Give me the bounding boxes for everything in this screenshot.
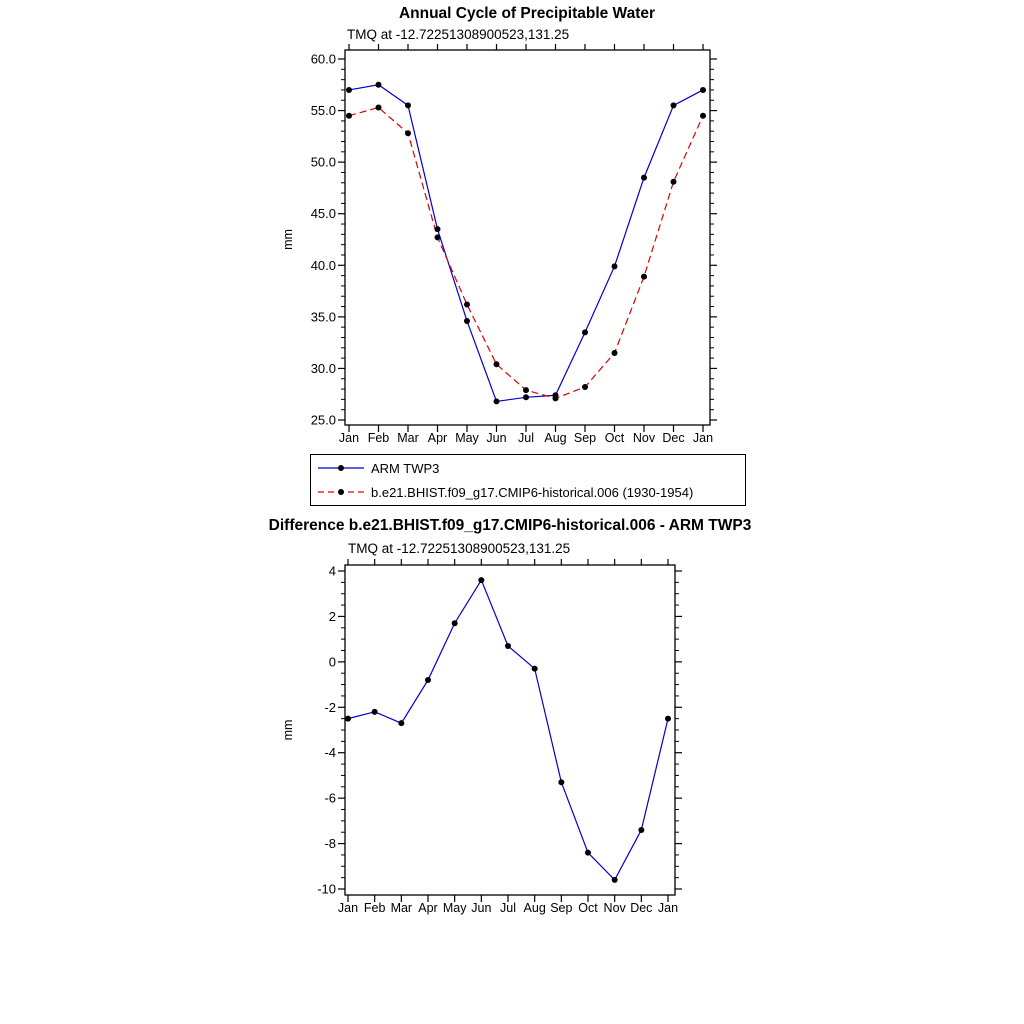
data-point-marker [494,361,500,367]
series-line [348,580,668,880]
y-tick-label: 30.0 [310,360,336,376]
bottom-chart-subtitle: TMQ at -12.72251308900523,131.25 [348,541,571,556]
month-label: Dec [662,431,685,445]
data-point-marker [346,87,352,93]
legend-sample-dashed-line [317,487,365,497]
data-point-marker [612,877,618,883]
data-point-marker [700,113,706,119]
legend-row-model [317,481,745,503]
data-point-marker [435,226,441,232]
data-point-marker [494,398,500,404]
data-point-marker [345,716,351,722]
data-point-marker [612,263,618,269]
y-tick-label: 2 [328,608,336,624]
legend-row-arm-twp3 [317,457,745,479]
plot-frame [345,50,710,425]
y-tick-label: 45.0 [310,206,336,222]
data-point-marker [405,102,411,108]
data-point-marker [372,709,378,715]
legend-dot-marker-icon [338,465,344,471]
month-label: Nov [603,901,626,915]
data-point-marker [452,620,458,626]
y-tick-label: 4 [328,563,336,579]
legend-label-arm-twp3: ARM TWP3 [371,460,440,476]
month-label: Jan [657,901,679,915]
top-chart-subtitle: TMQ at -12.72251308900523,131.25 [347,27,570,42]
data-point-marker [700,87,706,93]
y-tick-label: 50.0 [310,154,336,170]
data-point-marker [376,104,382,110]
month-label: Jan [337,901,359,915]
legend-dot-marker-icon [338,489,344,495]
data-point-marker [464,301,470,307]
data-point-marker [558,779,564,785]
y-tick-label: 25.0 [310,412,336,428]
data-point-marker [405,130,411,136]
data-point-marker [638,827,644,833]
legend-box [310,454,746,506]
month-label: May [455,431,479,445]
data-point-marker [464,318,470,324]
data-point-marker [641,175,647,181]
y-tick-label: -10 [317,881,336,897]
y-tick-label: 55.0 [310,103,336,119]
month-label: Aug [544,431,567,445]
data-point-marker [523,387,529,393]
month-label: Jan [338,431,360,445]
data-point-marker [585,850,591,856]
data-point-marker [665,716,671,722]
month-label: Oct [578,901,598,915]
plot-frame [345,565,675,895]
month-label: Jul [518,431,534,445]
month-label: Nov [632,431,656,445]
y-tick-label: 40.0 [310,257,336,273]
data-point-marker [435,234,441,240]
series-line [349,85,703,402]
month-label: Sep [573,431,597,445]
data-point-marker [398,720,404,726]
legend-sample-solid-line [317,463,365,473]
data-point-marker [553,395,559,401]
month-label: May [442,901,467,915]
top-chart-title: Annual Cycle of Precipitable Water [398,5,656,22]
month-label: Jun [486,431,507,445]
y-tick-label: -8 [324,836,336,852]
y-tick-label: -4 [324,745,336,761]
y-tick-label: 60.0 [310,51,336,67]
data-point-marker [425,677,431,683]
month-label: Sep [550,901,573,915]
data-point-marker [582,329,588,335]
month-label: Dec [630,901,653,915]
month-label: Mar [397,431,419,445]
series-line [349,107,703,398]
month-label: Jun [471,901,492,915]
month-label: Mar [390,901,413,915]
month-label: Feb [363,901,386,915]
y-tick-label: 35.0 [310,309,336,325]
data-point-marker [505,643,511,649]
data-point-marker [612,350,618,356]
y-tick-label: -6 [324,790,336,806]
y-axis-label: mm [281,229,295,250]
data-point-marker [532,666,538,672]
y-tick-label: -2 [324,699,336,715]
month-label: Apr [427,431,448,445]
data-point-marker [582,384,588,390]
bottom-chart-title: Difference b.e21.BHIST.f09_g17.CMIP6-historical.006 - ARM TWP3 [268,517,752,534]
month-label: Oct [604,431,625,445]
data-point-marker [376,82,382,88]
data-point-marker [523,394,529,400]
month-label: Apr [418,901,438,915]
month-label: Jul [500,901,516,915]
data-point-marker [641,274,647,280]
month-label: Feb [367,431,390,445]
data-point-marker [478,577,484,583]
data-point-marker [671,102,677,108]
month-label: Jan [692,431,714,445]
month-label: Aug [523,901,546,915]
data-point-marker [346,113,352,119]
y-axis-label: mm [281,719,295,741]
data-point-marker [671,179,677,185]
legend-label-model: b.e21.BHIST.f09_g17.CMIP6-historical.006 (1930-1954) [371,484,694,500]
y-tick-label: 0 [328,654,336,670]
